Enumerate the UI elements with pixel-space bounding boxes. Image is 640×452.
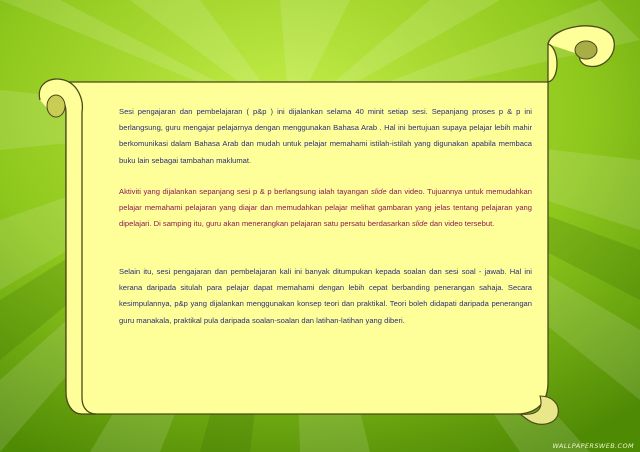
slide-term: slide: [411, 219, 428, 229]
paragraph-activities-part: dan video tersebut.: [427, 219, 495, 229]
paragraph-activities-part: dan video. Tujuannya untuk memudahkan pelajar memahami pelajaran yang diajar dan memudahkan pelajar melihat gambaran yang jelas tentang pelajaran yang dipelajari. Di samping itu, guru akan menerangkan pelajaran satu persatu berdasarkan: [119, 187, 532, 229]
scroll-top-curl-hole: [575, 41, 597, 59]
paragraph-activities-part: Aktiviti yang dijalankan sepanjang sesi p & p berlangsung ialah tayangan: [119, 187, 371, 196]
watermark-text: WALLPAPERSWEB.COM: [552, 442, 634, 450]
slide-term: slide: [370, 187, 387, 196]
paragraph-activities: [119, 184, 532, 233]
paragraph-conclusion: Selain itu, sesi pengajaran dan pembelajaran kali ini banyak ditumpukan kepada soalan dan sesi soal - jawab. Hal ini kerana daripada situlah para pelajar dapat memahami dengan lebih cepat berbanding penerangan sahaja. Secara kesimpulannya, p&p yang dijalankan menggunakan konsep teori dan praktikal. Teori boleh didapati daripada penerangan guru manakala, praktikal pula daripada soalan-soalan dan latihan-latihan yang diberi.: [119, 267, 532, 325]
scroll-left-curl-hole: [47, 95, 65, 117]
paragraph-introduction: Sesi pengajaran dan pembelajaran ( p&p ) ini dijalankan selama 40 minit setiap sesi. Sepanjang proses p & p ini berlangsung, guru mengajar pelajarnya dengan menggunakan Bahasa Arab . Hal ini bertujuan supaya pelajar lebih mahir berkomunikasi dalam Bahasa Arab dan mudah untuk pelajar memahami istilah-istilah yang digunakan apabila membaca buku lain sebagai tambahan maklumat.: [119, 107, 532, 165]
